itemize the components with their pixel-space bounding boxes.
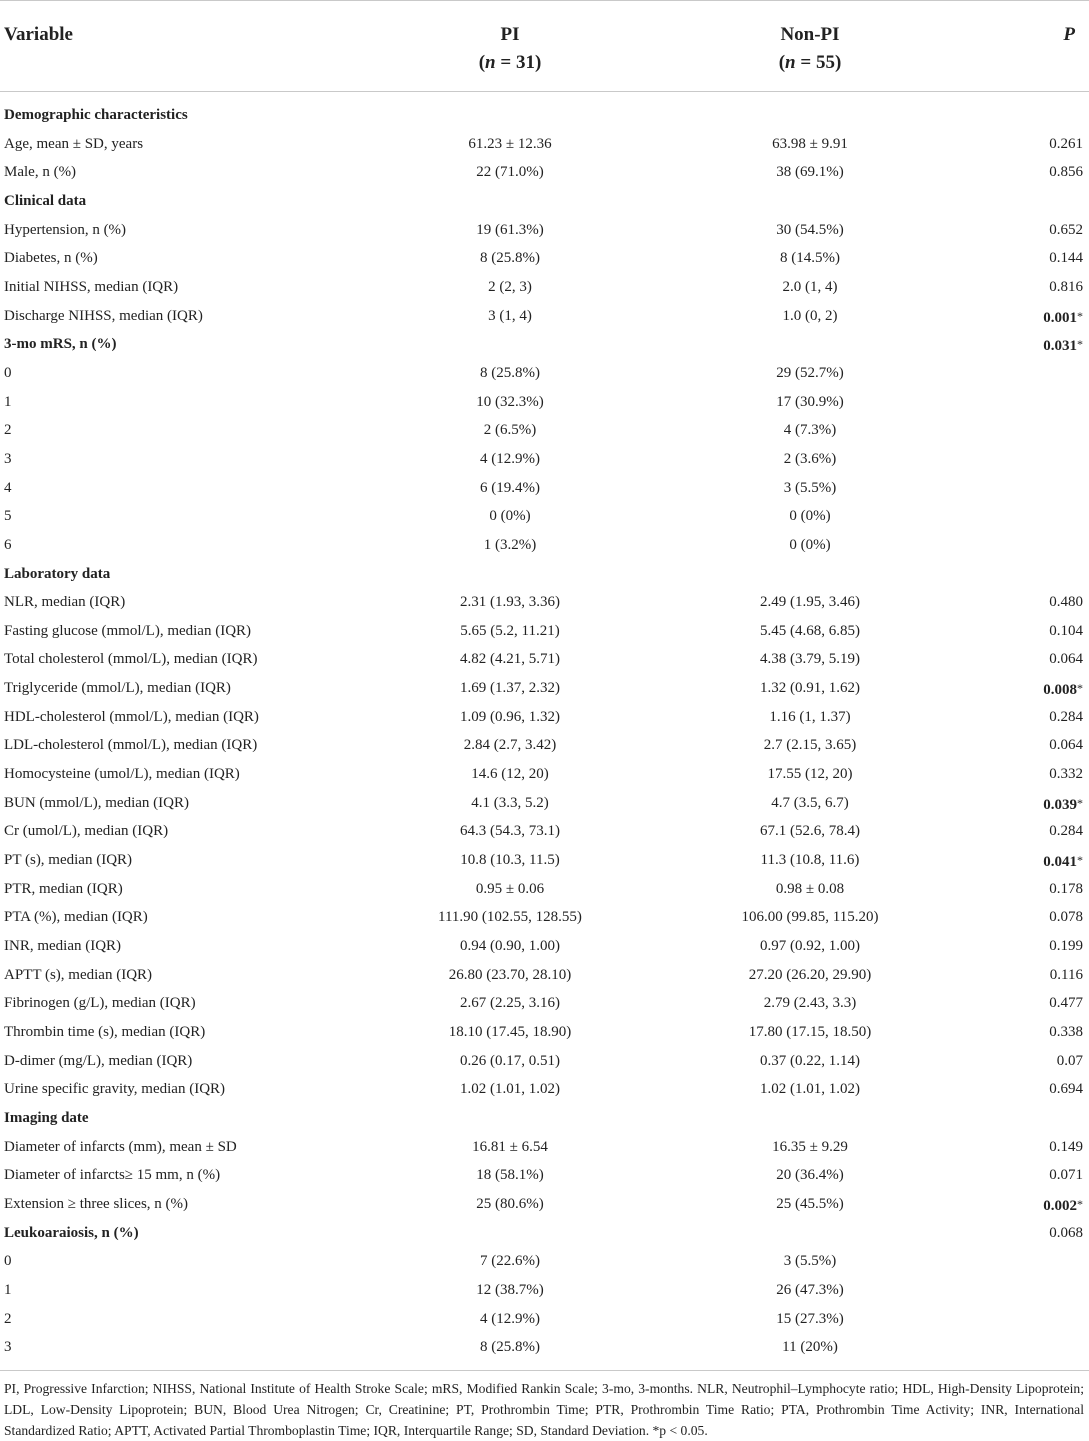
cell-p-value: 0.068: [1049, 1224, 1083, 1241]
cell-non-pi: 17.55 (12, 20): [767, 766, 853, 783]
table-row: [0, 273, 1089, 302]
table-row: [0, 731, 1089, 760]
row-label: PTR, median (IQR): [4, 880, 123, 897]
cell-pi: 3 (1, 4): [488, 307, 532, 324]
row-label: 3: [4, 450, 12, 467]
cell-pi: 19 (61.3%): [476, 221, 544, 238]
row-label: Hypertension, n (%): [4, 221, 127, 238]
row-label: 0: [4, 1253, 12, 1270]
cell-non-pi: 29 (52.7%): [776, 364, 844, 381]
table-row: [0, 932, 1089, 961]
table-row: [0, 588, 1089, 617]
cell-p-value: 0.816: [1049, 278, 1083, 295]
cell-non-pi: 4.7 (3.5, 6.7): [771, 794, 849, 811]
cell-p-value: 0.284: [1049, 823, 1083, 840]
row-label: 2: [4, 422, 12, 439]
cell-non-pi: 11 (20%): [782, 1339, 838, 1356]
row-label: Thrombin time (s), median (IQR): [4, 1024, 206, 1040]
row-label: Urine specific gravity, median (IQR): [4, 1081, 226, 1098]
table-row: [0, 302, 1089, 331]
row-label: APTT (s), median (IQR): [4, 966, 153, 983]
cell-p-value: 0.144: [1049, 250, 1083, 267]
cell-pi: 0.94 (0.90, 1.00): [460, 938, 560, 955]
table-row: [0, 645, 1089, 674]
row-label: Clinical data: [4, 192, 87, 209]
table-row: [0, 1075, 1089, 1104]
cell-pi: 111.90 (102.55, 128.55): [438, 909, 582, 926]
table-row: [0, 1333, 1089, 1362]
header-variable: Variable: [4, 24, 73, 45]
table-row: [0, 703, 1089, 732]
row-label: HDL-cholesterol (mmol/L), median (IQR): [4, 708, 259, 725]
table-row: [0, 388, 1089, 417]
cell-non-pi: 0.37 (0.22, 1.14): [760, 1052, 860, 1069]
cell-pi: 4 (12.9%): [480, 450, 540, 467]
table-row: [0, 846, 1089, 875]
row-label: Age, mean ± SD, years: [4, 135, 144, 152]
table-bottom-rule: [0, 1370, 1089, 1371]
row-label: 3: [4, 1339, 12, 1356]
cell-non-pi: 4 (7.3%): [783, 422, 837, 439]
cell-p-value: 0.104: [1049, 622, 1083, 639]
table-row: [0, 1047, 1089, 1076]
cell-pi: 12 (38.7%): [476, 1281, 544, 1298]
row-label: 4: [4, 479, 12, 496]
section-row: [0, 330, 1089, 359]
cell-pi: 8 (25.8%): [480, 250, 540, 267]
cell-p-value: 0.284: [1049, 708, 1083, 725]
cell-non-pi: 3 (5.5%): [783, 479, 837, 496]
cell-non-pi: 27.20 (26.20, 29.90): [748, 966, 872, 983]
cell-pi: 16.81 ± 6.54: [472, 1138, 548, 1155]
row-label: Diameter of infarcts (mm), mean ± SD: [4, 1138, 237, 1155]
cell-non-pi: 2.49 (1.95, 3.46): [760, 594, 860, 611]
cell-p-value: 0.332: [1049, 766, 1083, 783]
cell-non-pi: 3 (5.5%): [783, 1253, 837, 1270]
cell-non-pi: 67.1 (52.6, 78.4): [760, 823, 860, 840]
row-label: Triglyceride (mmol/L), median (IQR): [4, 680, 231, 697]
cell-non-pi: 38 (69.1%): [776, 164, 844, 181]
table-footnote: PI, Progressive Infarction; NIHSS, National Institute of Health Stroke Scale; mRS, Modified Rankin Scale; 3-mo, 3-months. NLR, Neutrophil–Lymphocyte ratio; HDL, High-Density Lipoprotein; LDL, Low-Density Lipoprotein; BUN, Blood Urea Nitrogen; Cr, Creatinine; PT, Prothrombin Time; PTR, Prothrombin Time Ratio; PTA, Prothrombin Time Activity; INR, International Standardized Ratio; APTT, Activated Partial Thromboplastin Time; IQR, Interquartile Range; SD, Standard Deviation. *p < 0.05.: [4, 1381, 1084, 1438]
cell-pi: 1.09 (0.96, 1.32): [460, 708, 560, 725]
cell-non-pi: 2.7 (2.15, 3.65): [763, 737, 857, 754]
cell-pi: 0.26 (0.17, 0.51): [460, 1052, 560, 1069]
table-row: [0, 531, 1089, 560]
cell-non-pi: 2.0 (1, 4): [782, 278, 838, 295]
cell-pi: 18.10 (17.45, 18.90): [448, 1024, 572, 1040]
cell-p-value: 0.477: [1049, 995, 1083, 1012]
cell-pi: 0 (0%): [489, 508, 531, 525]
cell-pi: 64.3 (54.3, 73.1): [460, 823, 560, 840]
cell-pi: 2 (2, 3): [488, 278, 532, 295]
cell-pi: 18 (58.1%): [476, 1167, 544, 1184]
cell-non-pi: 106.00 (99.85, 115.20): [741, 909, 879, 926]
row-label: LDL-cholesterol (mmol/L), median (IQR): [4, 737, 258, 754]
cell-non-pi: 8 (14.5%): [780, 250, 840, 267]
table-top-rule: [0, 0, 1089, 1]
section-row: [0, 1104, 1089, 1133]
row-label: 5: [4, 508, 12, 525]
table-row: [0, 1305, 1089, 1334]
cell-p-value: 0.008*: [1043, 681, 1083, 699]
cell-non-pi: 26 (47.3%): [776, 1281, 844, 1298]
table-row: [0, 989, 1089, 1018]
cell-p-value: 0.178: [1049, 880, 1083, 897]
row-label: Imaging date: [4, 1109, 89, 1126]
row-label: Cr (umol/L), median (IQR): [4, 823, 169, 840]
cell-non-pi: 5.45 (4.68, 6.85): [760, 622, 860, 639]
table-row: [0, 1161, 1089, 1190]
cell-non-pi: 15 (27.3%): [776, 1310, 844, 1327]
cell-p-value: 0.001*: [1043, 308, 1083, 326]
section-row: [0, 560, 1089, 589]
table-row: [0, 789, 1089, 818]
cell-pi: 2.84 (2.7, 3.42): [463, 737, 557, 754]
section-row: [0, 187, 1089, 216]
cell-pi: 1.02 (1.01, 1.02): [460, 1081, 560, 1098]
cell-pi: 5.65 (5.2, 11.21): [460, 622, 560, 639]
cell-pi: 14.6 (12, 20): [471, 766, 549, 783]
row-label: D-dimer (mg/L), median (IQR): [4, 1052, 193, 1069]
cell-p-value: 0.031*: [1043, 337, 1083, 355]
row-label: Fasting glucose (mmol/L), median (IQR): [4, 622, 252, 639]
row-label: 2: [4, 1310, 12, 1327]
row-label: Male, n (%): [4, 164, 77, 181]
cell-p-value: 0.064: [1049, 651, 1083, 668]
table-row: [0, 1276, 1089, 1305]
cell-p-value: 0.199: [1049, 938, 1083, 955]
cell-pi: 2.31 (1.93, 3.36): [460, 594, 560, 611]
table-row: [0, 903, 1089, 932]
cell-non-pi: 2.79 (2.43, 3.3): [763, 995, 857, 1012]
cell-pi: 1.69 (1.37, 2.32): [460, 680, 560, 697]
header-bottom-rule: [0, 91, 1089, 92]
significance-marker: *: [1077, 853, 1083, 868]
row-label: Homocysteine (umol/L), median (IQR): [4, 766, 240, 783]
cell-non-pi: 0 (0%): [789, 508, 831, 525]
header-pi: PI: [500, 24, 520, 45]
table-row: [0, 158, 1089, 187]
row-label: PTA (%), median (IQR): [4, 909, 148, 926]
cell-non-pi: 17.80 (17.15, 18.50): [748, 1024, 872, 1040]
significance-marker: *: [1077, 1196, 1083, 1211]
cell-p-value: 0.652: [1049, 221, 1083, 238]
table-row: [0, 130, 1089, 159]
row-label: 1: [4, 393, 12, 410]
cell-pi: 4 (12.9%): [480, 1310, 540, 1327]
header-non-pi-n: (n = 55): [778, 52, 842, 73]
row-label: Fibrinogen (g/L), median (IQR): [4, 995, 196, 1012]
cell-pi: 26.80 (23.70, 28.10): [448, 966, 572, 983]
cell-pi: 25 (80.6%): [476, 1195, 544, 1212]
table-row: [0, 760, 1089, 789]
table-row: [0, 244, 1089, 273]
cell-pi: 8 (25.8%): [480, 364, 540, 381]
header-pi-n: (n = 31): [478, 52, 542, 73]
cell-non-pi: 0 (0%): [789, 536, 831, 553]
cell-p-value: 0.116: [1049, 966, 1083, 983]
row-label: 0: [4, 364, 12, 381]
row-label: 1: [4, 1281, 12, 1298]
row-label: Total cholesterol (mmol/L), median (IQR): [4, 651, 258, 668]
cell-p-value: 0.149: [1049, 1138, 1083, 1155]
cell-p-value: 0.041*: [1043, 853, 1083, 871]
row-label: BUN (mmol/L), median (IQR): [4, 794, 189, 811]
table-row: [0, 674, 1089, 703]
cell-non-pi: 4.38 (3.79, 5.19): [760, 651, 860, 668]
table-row: [0, 817, 1089, 846]
table-row: [0, 416, 1089, 445]
cell-non-pi: 0.97 (0.92, 1.00): [760, 938, 860, 955]
cell-pi: 10 (32.3%): [476, 393, 544, 410]
cell-pi: 10.8 (10.3, 11.5): [460, 852, 560, 869]
cell-pi: 4.82 (4.21, 5.71): [460, 651, 560, 668]
cell-pi: 8 (25.8%): [480, 1339, 540, 1356]
table-row: [0, 1190, 1089, 1219]
table-row: [0, 1133, 1089, 1162]
cell-non-pi: 1.0 (0, 2): [782, 307, 838, 324]
row-label: PT (s), median (IQR): [4, 852, 133, 869]
cell-pi: 1 (3.2%): [483, 536, 537, 553]
cell-non-pi: 20 (36.4%): [776, 1167, 844, 1184]
row-label: INR, median (IQR): [4, 938, 122, 955]
table-row: [0, 617, 1089, 646]
cell-non-pi: 1.02 (1.01, 1.02): [760, 1081, 860, 1098]
cell-p-value: 0.002*: [1043, 1196, 1083, 1214]
cell-pi: 7 (22.6%): [480, 1253, 540, 1270]
cell-p-value: 0.480: [1049, 594, 1083, 611]
significance-marker: *: [1077, 337, 1083, 352]
table-row: [0, 875, 1089, 904]
table-row: [0, 359, 1089, 388]
header-non-pi: Non-PI: [780, 24, 840, 45]
header-p: P: [1063, 24, 1075, 45]
cell-non-pi: 1.16 (1, 1.37): [769, 708, 851, 725]
cell-p-value: 0.07: [1056, 1052, 1083, 1069]
cell-non-pi: 16.35 ± 9.29: [772, 1138, 848, 1155]
section-row: [0, 101, 1089, 130]
cell-pi: 6 (19.4%): [480, 479, 540, 496]
row-label: 3-mo mRS, n (%): [4, 336, 117, 353]
row-label: Diabetes, n (%): [4, 250, 98, 267]
row-label: 6: [4, 536, 12, 553]
row-label: Demographic characteristics: [4, 107, 188, 123]
cell-non-pi: 63.98 ± 9.91: [772, 135, 848, 152]
cell-p-value: 0.856: [1049, 164, 1083, 181]
cell-pi: 22 (71.0%): [476, 164, 544, 181]
cell-pi: 2.67 (2.25, 3.16): [460, 995, 560, 1012]
cell-pi: 2 (6.5%): [483, 422, 537, 439]
cell-non-pi: 30 (54.5%): [776, 221, 844, 238]
row-label: NLR, median (IQR): [4, 594, 126, 611]
significance-marker: *: [1077, 308, 1083, 323]
cell-pi: 0.95 ± 0.06: [475, 880, 545, 897]
row-label: Discharge NIHSS, median (IQR): [4, 307, 203, 324]
table-row: [0, 961, 1089, 990]
cell-p-value: 0.338: [1049, 1024, 1083, 1040]
cell-non-pi: 17 (30.9%): [776, 393, 844, 410]
cell-non-pi: 2 (3.6%): [783, 450, 837, 467]
cell-p-value: 0.064: [1049, 737, 1083, 754]
row-label: Initial NIHSS, median (IQR): [4, 278, 179, 295]
cell-p-value: 0.694: [1049, 1081, 1083, 1098]
cell-non-pi: 1.32 (0.91, 1.62): [760, 680, 860, 697]
section-row: [0, 1219, 1089, 1248]
table-body: [0, 101, 1089, 1362]
cell-p-value: 0.039*: [1043, 795, 1083, 813]
significance-marker: *: [1077, 795, 1083, 810]
cell-pi: 4.1 (3.3, 5.2): [471, 794, 549, 811]
table-row: [0, 474, 1089, 503]
cell-p-value: 0.261: [1049, 135, 1083, 152]
cell-p-value: 0.078: [1049, 909, 1083, 926]
table-row: [0, 1018, 1089, 1047]
cell-non-pi: 25 (45.5%): [776, 1195, 844, 1212]
table-row: [0, 216, 1089, 245]
cell-pi: 61.23 ± 12.36: [468, 135, 552, 152]
table-row: [0, 502, 1089, 531]
table-row: [0, 1247, 1089, 1276]
cell-p-value: 0.071: [1049, 1167, 1083, 1184]
row-label: Diameter of infarcts≥ 15 mm, n (%): [4, 1167, 221, 1184]
significance-marker: *: [1077, 681, 1083, 696]
table-row: [0, 445, 1089, 474]
row-label: Leukoaraiosis, n (%): [4, 1224, 139, 1241]
row-label: Extension ≥ three slices, n (%): [4, 1195, 189, 1212]
cell-non-pi: 11.3 (10.8, 11.6): [760, 852, 860, 869]
cell-non-pi: 0.98 ± 0.08: [775, 880, 845, 897]
row-label: Laboratory data: [4, 565, 111, 582]
